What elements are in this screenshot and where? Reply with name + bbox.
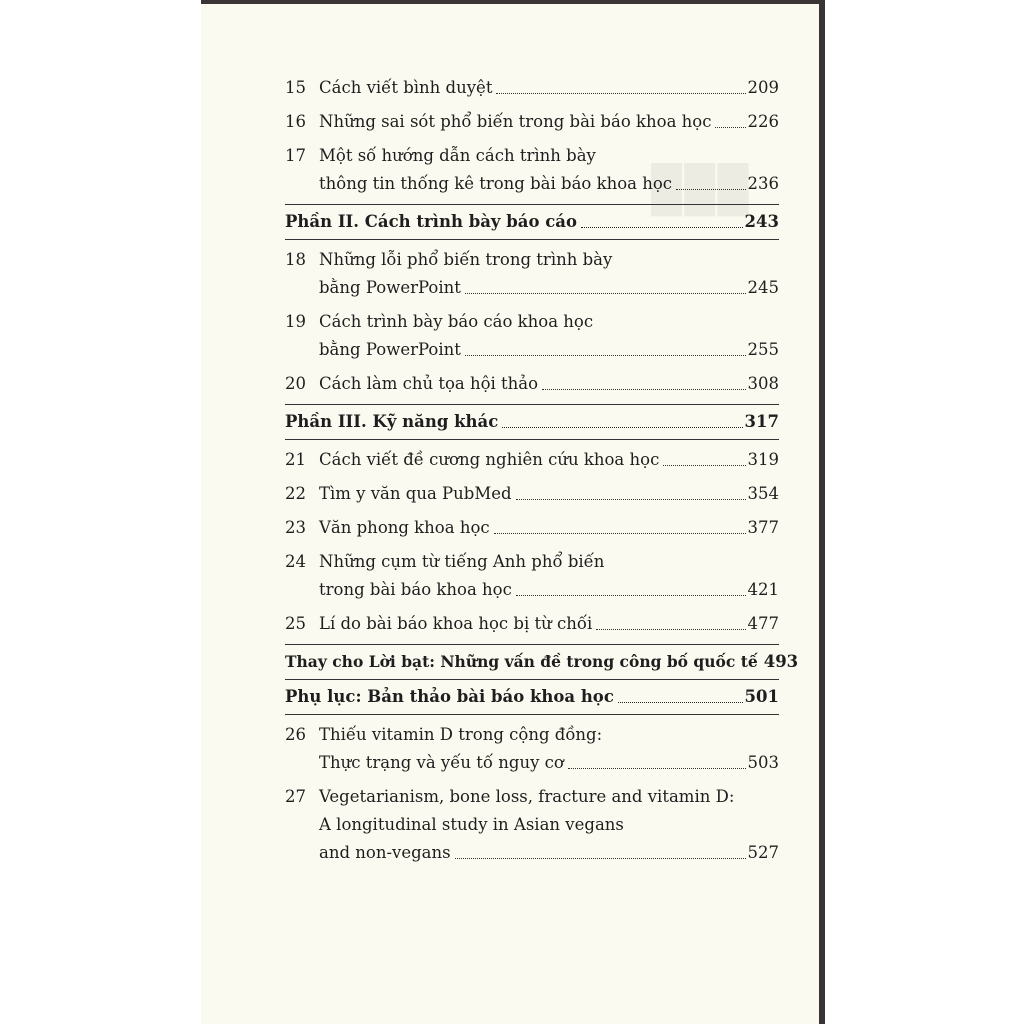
- chapter-number: 24: [285, 552, 306, 571]
- chapter-title: bằng PowerPoint: [319, 340, 461, 359]
- page-number: 317: [744, 412, 779, 431]
- dot-leader: [715, 127, 745, 128]
- toc-entry-17[interactable]: [285, 142, 779, 198]
- page-number: 245: [747, 278, 779, 297]
- chapter-title-line: Những cụm từ tiếng Anh phổ biến: [319, 552, 605, 571]
- chapter-number: 17: [285, 146, 306, 165]
- chapter-title-line: Những lỗi phổ biến trong trình bày: [319, 250, 613, 269]
- chapter-number: 27: [285, 787, 306, 806]
- toc-entry-20[interactable]: [285, 370, 779, 398]
- page-number: 493: [763, 652, 799, 671]
- chapter-title: Tìm y văn qua PubMed: [319, 484, 512, 503]
- dot-leader: [596, 629, 745, 630]
- page-number: 421: [747, 580, 779, 599]
- chapter-number: 18: [285, 250, 306, 269]
- dot-leader: [465, 355, 746, 356]
- chapter-title: Những sai sót phổ biến trong bài báo khoa học: [319, 112, 712, 131]
- divider: [285, 714, 779, 715]
- toc-entry-26[interactable]: [285, 721, 779, 777]
- part-title: Thay cho Lời bạt: Những vấn đề trong công bố quốc tế: [285, 652, 758, 671]
- chapter-number: 19: [285, 312, 306, 331]
- part-title: Phụ lục: Bản thảo bài báo khoa học: [285, 687, 614, 706]
- dot-leader: [581, 227, 743, 228]
- chapter-title: thông tin thống kê trong bài báo khoa học: [319, 174, 673, 193]
- chapter-number: 16: [285, 112, 306, 131]
- dot-leader: [676, 189, 745, 190]
- chapter-title: and non-vegans: [319, 843, 451, 862]
- chapter-title: bằng PowerPoint: [319, 278, 461, 297]
- dot-leader: [618, 702, 743, 703]
- chapter-number: 25: [285, 614, 306, 633]
- dot-leader: [455, 858, 746, 859]
- dot-leader: [465, 293, 746, 294]
- chapter-title-line: Vegetarianism, bone loss, fracture and vitamin D:: [319, 787, 735, 806]
- page-number: 501: [744, 687, 779, 706]
- book-page: [201, 4, 819, 1024]
- part-title: Phần II. Cách trình bày báo cáo: [285, 212, 577, 231]
- chapter-number: 21: [285, 450, 306, 469]
- dot-leader: [516, 499, 746, 500]
- page-number: 503: [747, 753, 779, 772]
- page-number: 308: [747, 374, 779, 393]
- toc-entry-25[interactable]: [285, 610, 779, 638]
- toc-entry-22[interactable]: [285, 480, 779, 508]
- dot-leader: [542, 389, 745, 390]
- chapter-title: Thực trạng và yếu tố nguy cơ: [319, 753, 564, 772]
- toc-entry-15[interactable]: [285, 74, 779, 102]
- toc-entry-16[interactable]: [285, 108, 779, 136]
- dot-leader: [502, 427, 742, 428]
- page-number: 477: [747, 614, 779, 633]
- chapter-number: 23: [285, 518, 306, 537]
- dot-leader: [516, 595, 746, 596]
- divider: [285, 439, 779, 440]
- chapter-number: 22: [285, 484, 306, 503]
- page-number: 527: [747, 843, 779, 862]
- chapter-title: Cách viết bình duyệt: [319, 78, 493, 97]
- toc-entry-19[interactable]: [285, 308, 779, 364]
- part-title: Phần III. Kỹ năng khác: [285, 412, 499, 431]
- page-number: 243: [744, 212, 779, 231]
- chapter-title: Cách viết đề cương nghiên cứu khoa học: [319, 450, 660, 469]
- chapter-title-line: Thiếu vitamin D trong cộng đồng:: [319, 725, 603, 744]
- chapter-title: Cách làm chủ tọa hội thảo: [319, 374, 539, 393]
- chapter-title: Lí do bài báo khoa học bị từ chối: [319, 614, 593, 633]
- toc-appendix[interactable]: [285, 680, 779, 714]
- dot-leader: [663, 465, 745, 466]
- chapter-title-line: A longitudinal study in Asian vegans: [319, 815, 624, 834]
- page-number: 236: [747, 174, 779, 193]
- page-number: 354: [747, 484, 779, 503]
- chapter-number: 20: [285, 374, 306, 393]
- toc-part-3[interactable]: [285, 405, 779, 439]
- chapter-title: Văn phong khoa học: [319, 518, 490, 537]
- chapter-title-line: Một số hướng dẫn cách trình bày: [319, 146, 596, 165]
- show-through-text: ███: [651, 164, 751, 213]
- page-number: 209: [747, 78, 779, 97]
- toc-part-2[interactable]: [285, 205, 779, 239]
- table-of-contents: [285, 74, 799, 873]
- divider: [285, 239, 779, 240]
- toc-afterword[interactable]: [285, 645, 799, 679]
- chapter-number: 15: [285, 78, 306, 97]
- toc-entry-23[interactable]: [285, 514, 779, 542]
- toc-entry-27[interactable]: [285, 783, 779, 867]
- chapter-title: trong bài báo khoa học: [319, 580, 512, 599]
- page-number: 377: [747, 518, 779, 537]
- chapter-title-line: Cách trình bày báo cáo khoa học: [319, 312, 594, 331]
- page-number: 255: [747, 340, 779, 359]
- chapter-number: 26: [285, 725, 306, 744]
- toc-entry-24[interactable]: [285, 548, 779, 604]
- dot-leader: [496, 93, 745, 94]
- page-number: 226: [747, 112, 779, 131]
- dot-leader: [494, 533, 746, 534]
- toc-entry-21[interactable]: [285, 446, 779, 474]
- toc-entry-18[interactable]: [285, 246, 779, 302]
- dot-leader: [568, 768, 746, 769]
- page-number: 319: [747, 450, 779, 469]
